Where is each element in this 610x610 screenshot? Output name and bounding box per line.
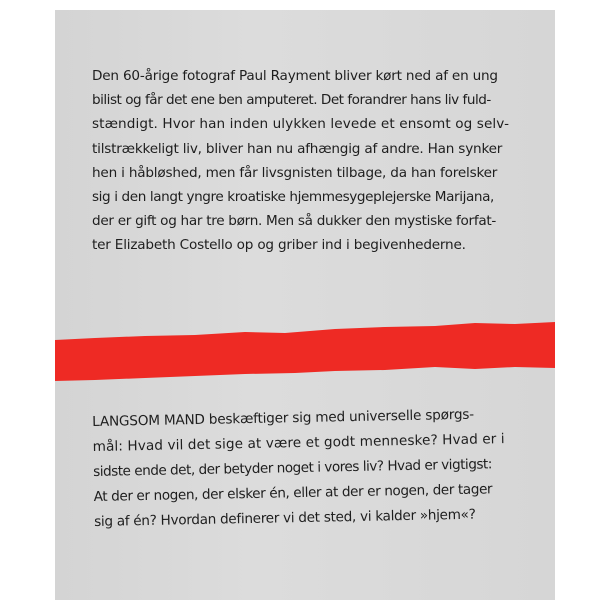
theme-paragraph: [92, 402, 506, 535]
text-line: ter Elizabeth Costello op og griber ind i begivenhederne.: [92, 237, 466, 254]
text-line: sig i den langt yngre kroatiske hjemmesygeplejerske Marijana,: [92, 188, 494, 205]
text-line: sidste ende det, der betyder noget i vores liv? Hvad er vigtigst:: [93, 456, 493, 480]
text-line: At der er nogen, der elsker én, eller at der er nogen, der tager: [93, 481, 493, 505]
text-line: Den 60-årige fotograf Paul Rayment bliver kørt ned af en ung: [92, 68, 498, 84]
text-line: mål: Hvad vil det sige at være et godt menneske? Hvad er i: [92, 431, 505, 455]
text-line: bilist og får det ene ben amputeret. Det forandrer hans liv fuld-: [92, 92, 491, 109]
red-torn-stripe: [55, 318, 555, 384]
text-line: hen i håbløshed, men får livsgnisten tilbage, da han forelsker: [92, 164, 498, 181]
text-line: stændigt. Hvor han inden ulykken levede et ensomt og selv-: [92, 116, 510, 133]
text-line: der er gift og har tre børn. Men så dukker den mystiske forfat-: [92, 213, 496, 230]
text-line: sig af én? Hvordan definerer vi det sted, vi kalder »hjem«?: [93, 506, 476, 530]
text-line: tilstrækkeligt liv, bliver han nu afhængig af andre. Han synker: [92, 140, 503, 157]
text-line: LANGSOM MAND beskæftiger sig med universelle spørgs-: [92, 406, 475, 430]
synopsis-paragraph: [92, 64, 509, 258]
